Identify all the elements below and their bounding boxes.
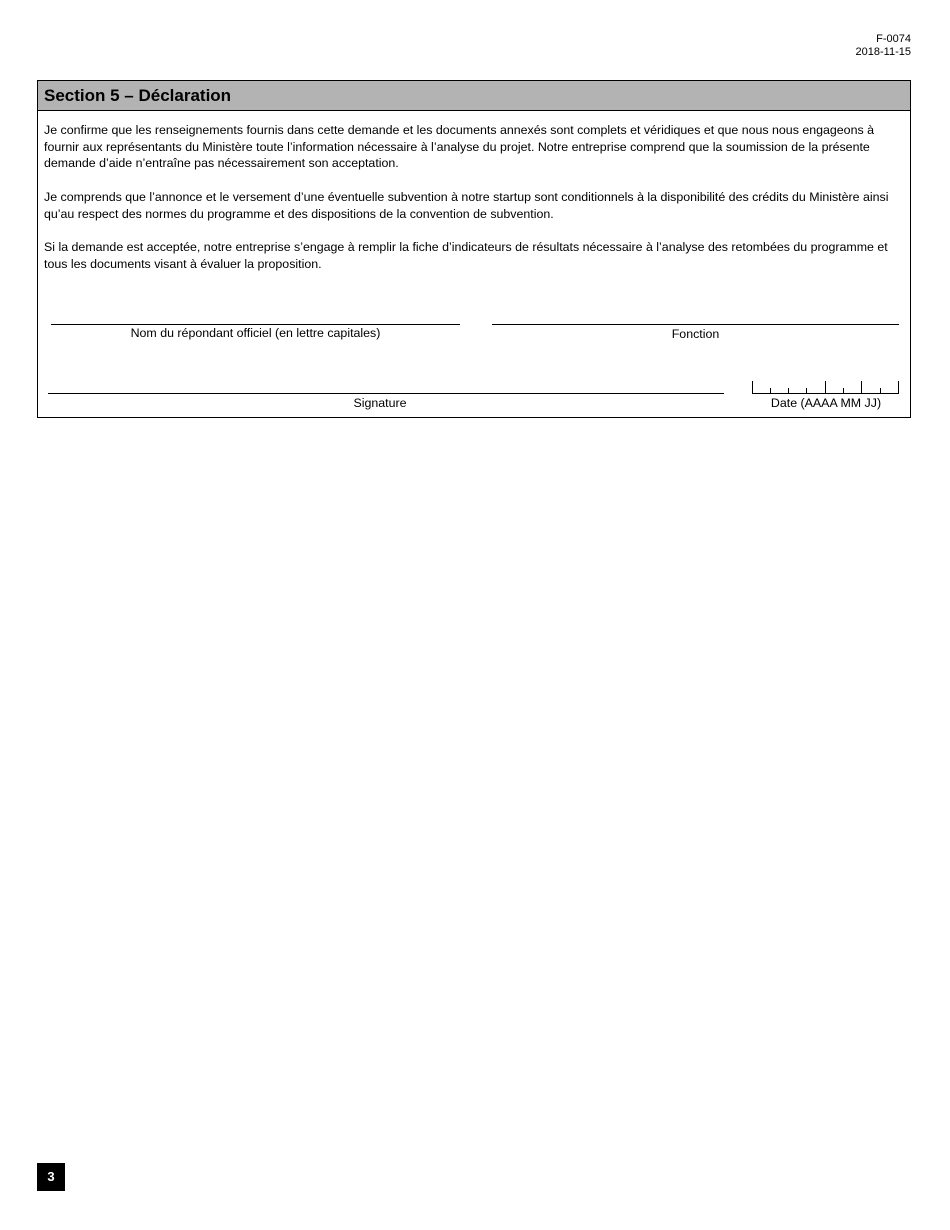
form-code: F-0074	[876, 33, 911, 45]
date-tick	[788, 388, 789, 394]
declaration-paragraph-2: Je comprends que l’annonce et le versement d’une éventuelle subvention à notre startup sont conditionnels à la disponibilité des crédits du Ministère ainsi qu’au respect des normes du programme et des dispositions de la convention de subvention.	[44, 190, 889, 221]
form-meta	[856, 33, 911, 59]
form-date: 2018-11-15	[855, 46, 911, 58]
signature-field-line[interactable]	[48, 393, 724, 394]
declaration-paragraph-3: Si la demande est acceptée, notre entreprise s’engage à remplir la fiche d’indicateurs de résultats nécessaire à l’analyse des retombées du programme et tous les documents visant à évaluer la proposition.	[44, 240, 888, 271]
signature-field-label: Signature	[353, 396, 407, 410]
section-title: Section 5 – Déclaration	[38, 81, 910, 111]
date-tick	[843, 388, 844, 394]
date-tick	[898, 381, 899, 394]
date-tick	[770, 388, 771, 394]
function-field-label: Fonction	[671, 327, 720, 341]
date-tick	[752, 381, 753, 394]
declaration-paragraph-1: Je confirme que les renseignements fournis dans cette demande et les documents annexés sont complets et véridiques et que nous nous engageons à fournir aux représentants du Ministère toute l’information nécessaire à l’analyse du projet. Notre entreprise comprend que la soumission de la présente demande d’aide n’entraîne pas nécessairement son acceptation.	[44, 123, 874, 170]
date-field[interactable]	[752, 380, 899, 394]
page-number: 3	[37, 1163, 65, 1191]
date-tick	[880, 388, 881, 394]
date-field-label: Date (AAAA MM JJ)	[770, 396, 882, 410]
date-tick	[806, 388, 807, 394]
function-field-line[interactable]	[492, 324, 899, 325]
name-field-label: Nom du répondant officiel (en lettre capitales)	[130, 326, 381, 340]
date-tick	[861, 381, 862, 394]
declaration-section	[37, 80, 911, 418]
name-field-line[interactable]	[51, 324, 460, 325]
date-tick	[825, 381, 826, 394]
